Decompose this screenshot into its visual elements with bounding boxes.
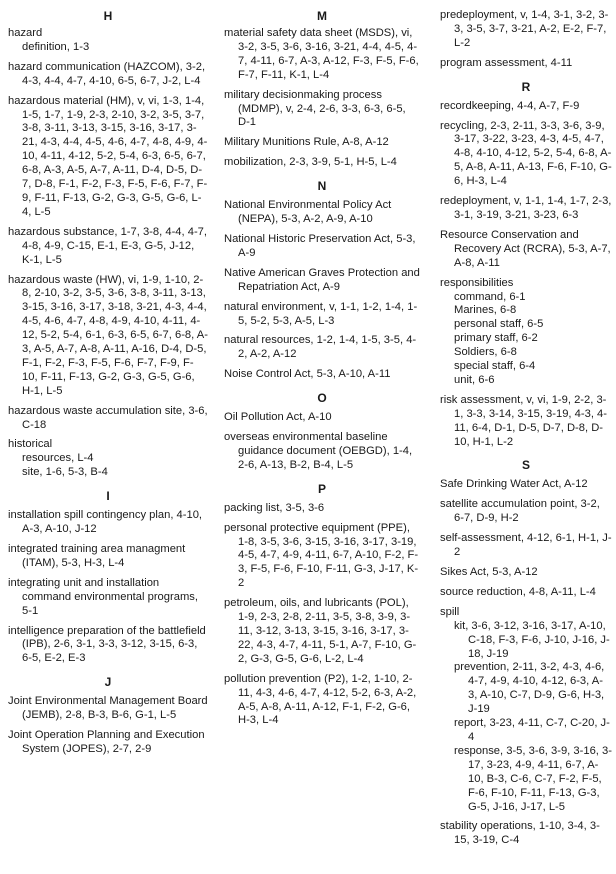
index-column-1 <box>8 9 208 763</box>
index-entry-integrating-programs: integrating unit and installation command environmental programs, 5-1 <box>8 576 198 617</box>
index-entry-pol: petroleum, oils, and lubricants (POL), 1-9, 2-3, 2-8, 2-11, 3-5, 3-8, 3-9, 3-11, 3-12, 3-13, 3-15, 3-16, 3-17, 3-22, 4-3, 4-7, 4-11, 5-1, A-7, F-10, G-2, G-3, G-5, G-6, L-2, L-4 <box>224 597 417 665</box>
index-entry-military-munitions-rule: Military Munitions Rule, A-8, A-12 <box>224 136 389 149</box>
index-entry-spill <box>440 606 612 815</box>
index-entry-nhpa: National Historic Preservation Act, 5-3, A-9 <box>224 232 416 259</box>
sub-entry: special staff, 6-4 <box>454 360 536 373</box>
index-entry-natural-environment: natural environment, v, 1-1, 1-2, 1-4, 1-5, 5-2, 5-3, A-5, L-3 <box>224 300 418 327</box>
sub-entry: command, 6-1 <box>454 290 526 303</box>
index-entry-program-assessment: program assessment, 4-11 <box>440 56 573 69</box>
index-entry-nepa: National Environmental Policy Act (NEPA), 5-3, A-2, A-9, A-10 <box>224 199 392 226</box>
sub-entry: resources, L-4 <box>22 452 94 465</box>
index-entry-itam: integrated training area managment (ITAM), 5-3, H-3, L-4 <box>8 543 186 569</box>
entry-term: hazard <box>8 27 43 39</box>
index-entry-redeployment: redeployment, v, 1-1, 1-4, 1-7, 2-3, 3-1, 3-19, 3-21, 3-23, 6-3 <box>440 195 612 221</box>
index-entry-safe-drinking-water-act: Safe Drinking Water Act, A-12 <box>440 478 588 491</box>
index-entry-risk-assessment: risk assessment, v, vi, 1-9, 2-2, 3-1, 3-3, 3-14, 3-15, 3-19, 4-3, 4-11, 6-4, D-1, D-5, D-7, D-8, D-10, H-1, L-2 <box>440 393 607 448</box>
index-entry-msds: material safety data sheet (MSDS), vi, 3-2, 3-5, 3-6, 3-16, 3-21, 4-4, 4-5, 4-7, 4-11, 6-7, A-3, A-12, F-3, F-5, F-6, F-7, F-11, K-1, L-4 <box>224 27 419 81</box>
section-letter-j: J <box>104 675 112 690</box>
index-entry-hazardous-waste: hazardous waste (HW), vi, 1-9, 1-10, 2-8, 2-10, 3-2, 3-5, 3-6, 3-8, 3-11, 3-13, 3-15, 3-16, 3-17, 3-18, 3-21, 4-3, 4-4, 4-5, 4-6, 4-7, 4-8, 4-9, 4-10, 4-11, 4-12, 5-2, 5-4, 6-1, 6-3, 6-5, 6-7, 6-8, A-3, A-5, A-7, A-8, A-11, A-16, D-4, D-5, F-1, F-2, F-3, F-5, F-6, F-7, F-9, F-10, F-11, F-13, G-2, G-3, G-5, G-6, H-1, L-5 <box>8 273 208 397</box>
sub-entry: unit, 6-6 <box>454 373 495 386</box>
section-letter-i: I <box>106 489 110 504</box>
index-entry-natural-resources: natural resources, 1-2, 1-4, 1-5, 3-5, 4-2, A-2, A-12 <box>224 334 417 361</box>
sub-entry: report, 3-23, 4-11, C-7, C-20, J-4 <box>454 717 610 743</box>
index-entry-packing-list: packing list, 3-5, 3-6 <box>224 501 325 514</box>
index-entry-jopes: Joint Operation Planning and Execution System (JOPES), 2-7, 2-9 <box>8 729 205 755</box>
index-entry-satellite-accumulation-point: satellite accumulation point, 3-2, 6-7, D-9, H-2 <box>440 498 600 525</box>
index-entry-hazardous-substance: hazardous substance, 1-7, 3-8, 4-4, 4-7, 4-8, 4-9, C-15, E-1, E-3, G-5, J-12, K-1, L-5 <box>8 225 208 266</box>
sub-entry: definition, 1-3 <box>22 40 90 53</box>
index-entry-nagpra: Native American Graves Protection and Repatriation Act, A-9 <box>224 266 420 293</box>
index-entry-mdmp: military decisionmaking process (MDMP), v, 2-4, 2-6, 3-3, 6-3, 6-5, D-1 <box>224 88 406 129</box>
index-entry-oil-pollution-act: Oil Pollution Act, A-10 <box>224 411 332 424</box>
index-entry-stability-operations: stability operations, 1-10, 3-4, 3-15, 3-19, C-4 <box>440 820 600 847</box>
index-entry-historical <box>8 438 208 480</box>
sub-entry: Marines, 6-8 <box>454 304 517 317</box>
section-letter-n: N <box>317 179 327 194</box>
index-entry-ipb: intelligence preparation of the battlefield (IPB), 2-6, 3-1, 3-3, 3-12, 3-15, 6-3, 6-5, E-2, E-3 <box>8 624 206 665</box>
index-column-3 <box>440 9 612 854</box>
index-entry-pollution-prevention: pollution prevention (P2), 1-2, 1-10, 2-11, 4-3, 4-6, 4-7, 4-12, 5-2, 6-3, A-2, A-5, A-8, A-11, A-12, F-1, F-2, G-6, H-3, L-4 <box>224 672 417 727</box>
index-entry-self-assessment: self-assessment, 4-12, 6-1, H-1, J-2 <box>440 532 612 559</box>
section-letter-s: S <box>521 458 530 473</box>
index-entry-oebgd: overseas environmental baseline guidance document (OEBGD), 1-4, 2-6, A-13, B-2, B-4, L-5 <box>224 431 413 471</box>
index-entry-responsibilities <box>440 277 612 388</box>
section-letter-o: O <box>317 391 327 406</box>
section-letter-h: H <box>103 9 113 23</box>
sub-entry: primary staff, 6-2 <box>454 332 538 345</box>
sub-entry: personal staff, 6-5 <box>454 318 544 331</box>
entry-term: responsibilities <box>440 276 514 289</box>
index-entry-ppe: personal protective equipment (PPE), 1-8, 3-5, 3-6, 3-15, 3-16, 3-17, 3-19, 4-5, 4-7, 4-9, 4-11, 6-7, A-10, F-2, F-3, F-5, F-6, F-10, F-11, G-3, J-17, K-2 <box>224 521 419 590</box>
index-entry-recordkeeping: recordkeeping, 4-4, A-7, F-9 <box>440 99 580 112</box>
index-entry-source-reduction: source reduction, 4-8, A-11, L-4 <box>440 585 596 598</box>
index-entry-rcra: Resource Conservation and Recovery Act (RCRA), 5-3, A-7, A-8, A-11 <box>440 228 611 269</box>
index-entry-hazard <box>8 27 208 55</box>
sub-entry: Soldiers, 6-8 <box>454 346 517 359</box>
index-entry-recycling: recycling, 2-3, 2-11, 3-3, 3-6, 3-9, 3-17, 3-22, 3-23, 4-3, 4-5, 4-7, 4-8, 4-10, 4-12, 5-2, 5-4, 6-8, A-5, A-8, A-11, A-13, F-6, F-10, G-6, H-3, L-4 <box>440 119 612 188</box>
index-entry-hazardous-material: hazardous material (HM), v, vi, 1-3, 1-4, 1-5, 1-7, 1-9, 2-3, 2-10, 3-2, 3-5, 3-7, 3-8, 3-11, 3-13, 3-15, 3-16, 3-17, 3-21, 4-3, 4-4, 4-5, 4-6, 4-7, 4-8, 4-9, 4-10, 4-11, 4-12, 5-2, 5-4, 6-3, 6-5, 6-7, 6-8, A-3, A-5, A-7, A-11, D-4, D-5, D-7, D-8, F-1, F-2, F-3, F-5, F-6, F-7, F-9, F-11, F-13, G-2, G-3, G-5, G-6, L-4, L-5 <box>8 94 208 218</box>
sub-entry: kit, 3-6, 3-12, 3-16, 3-17, A-10, C-18, F-3, F-6, J-10, J-16, J-18, J-19 <box>454 619 610 660</box>
section-letter-p: P <box>317 481 326 496</box>
index-entry-hazcom: hazard communication (HAZCOM), 3-2, 4-3, 4-4, 4-7, 4-10, 6-5, 6-7, J-2, L-4 <box>8 60 206 87</box>
index-entry-noise-control-act: Noise Control Act, 5-3, A-10, A-11 <box>224 368 391 381</box>
index-entry-sikes-act: Sikes Act, 5-3, A-12 <box>440 566 538 578</box>
index-entry-jemb: Joint Environmental Management Board (JEMB), 2-8, B-3, B-6, G-1, L-5 <box>8 695 208 722</box>
index-column-2 <box>224 9 420 734</box>
index-entry-mobilization: mobilization, 2-3, 3-9, 5-1, H-5, L-4 <box>224 156 397 169</box>
sub-entry: site, 1-6, 5-3, B-4 <box>22 466 108 479</box>
index-entry-hw-accumulation-site: hazardous waste accumulation site, 3-6, C-18 <box>8 404 208 431</box>
entry-term: spill <box>440 605 460 618</box>
section-letter-m: M <box>317 9 327 23</box>
sub-entry: prevention, 2-11, 3-2, 4-3, 4-6, 4-7, 4-9, 4-10, 4-12, 6-3, A-3, A-10, C-7, D-9, G-6, H-3, J-19 <box>454 661 605 716</box>
index-entry-spill-contingency-plan: installation spill contingency plan, 4-10, A-3, A-10, J-12 <box>8 509 203 536</box>
entry-term: historical <box>8 438 53 451</box>
section-letter-r: R <box>521 79 531 94</box>
sub-entry: response, 3-5, 3-6, 3-9, 3-16, 3-17, 3-23, 4-9, 4-11, 6-7, A-10, B-3, C-6, C-7, F-2, F-5, F-6, F-10, F-11, F-13, G-3, G-5, J-16, J-17, L-5 <box>454 744 612 813</box>
index-entry-predeployment: predeployment, v, 1-4, 3-1, 3-2, 3-3, 3-5, 3-7, 3-21, A-2, E-2, F-7, L-2 <box>440 9 609 49</box>
